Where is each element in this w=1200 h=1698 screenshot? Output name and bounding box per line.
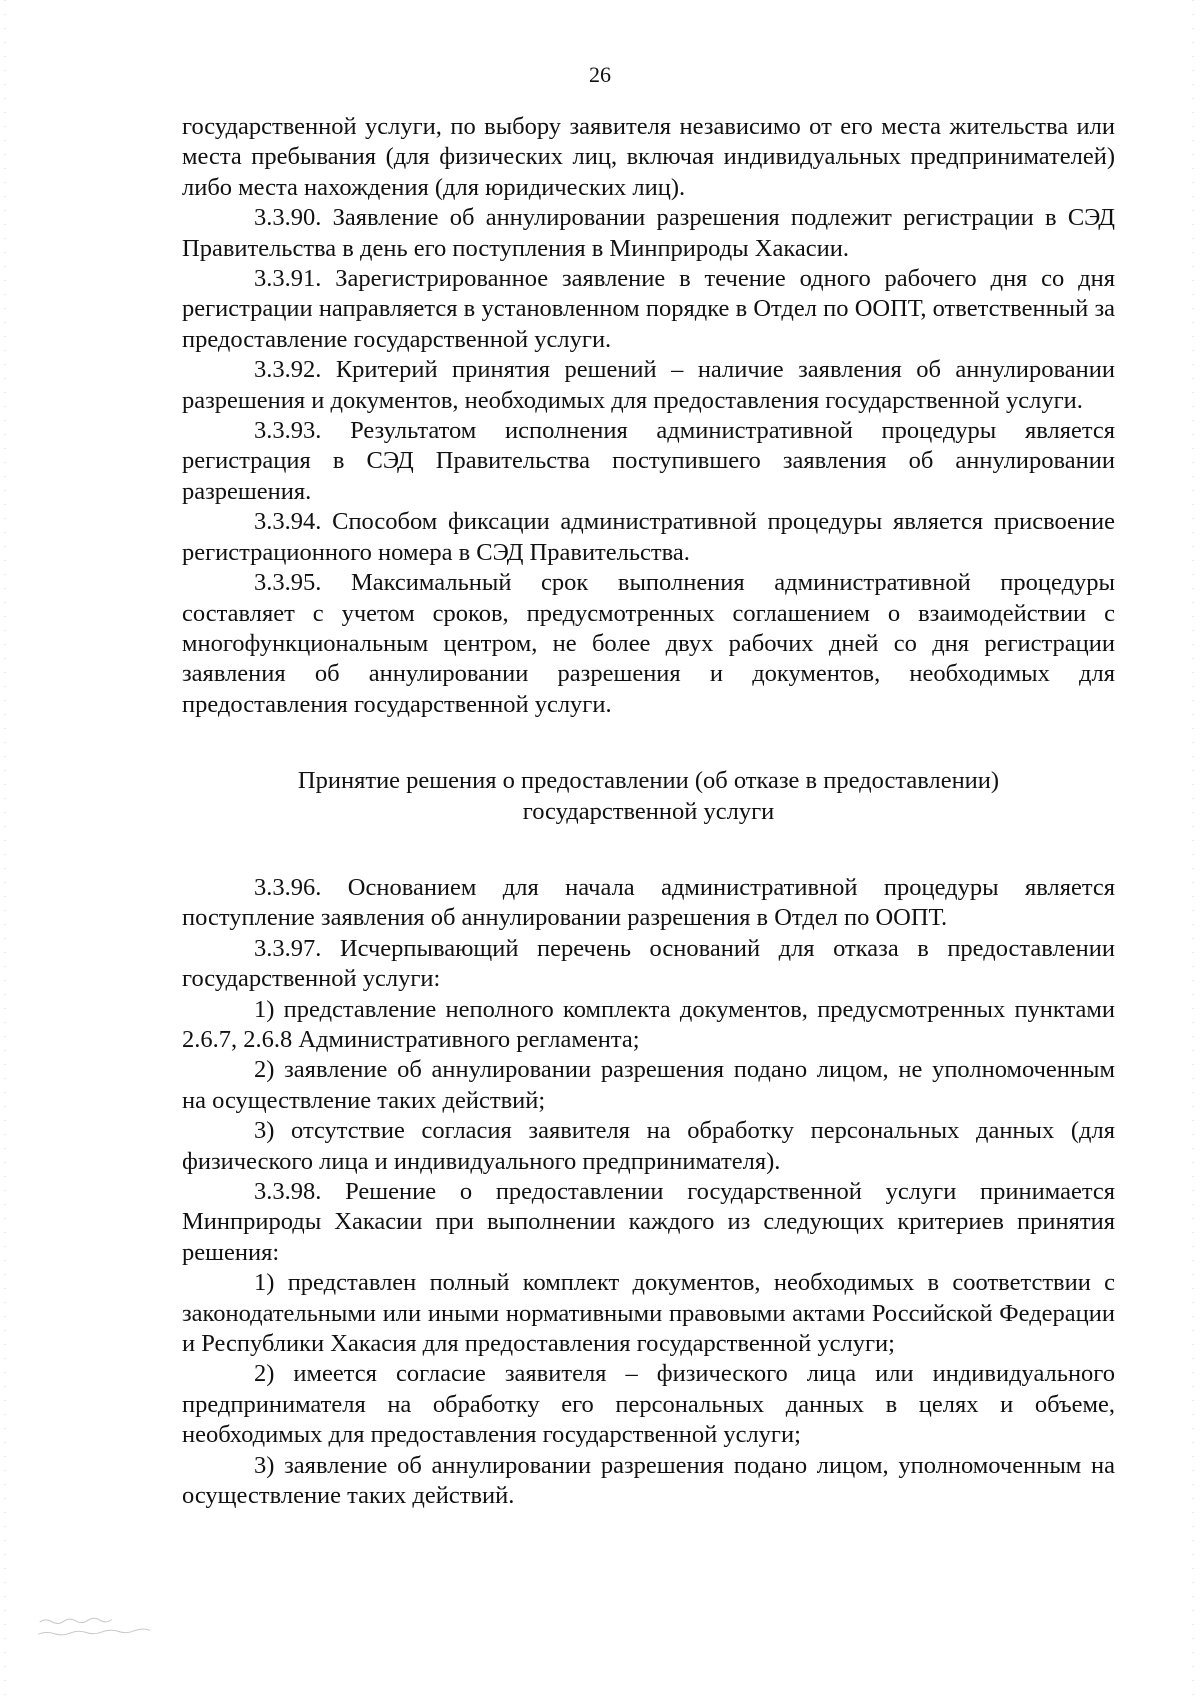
list-item-criterion-3: 3) заявление об аннулировании разрешения подано лицом, уполномоченным на осуществление таких действий.: [182, 1451, 1115, 1510]
document-body: [182, 112, 1115, 1511]
paragraph-3-3-96: 3.3.96. Основанием для начала административной процедуры является поступление заявления об аннулировании разрешения в Отдел по ООПТ.: [182, 873, 1115, 932]
list-item-refusal-2: 2) заявление об аннулировании разрешения подано лицом, не уполномоченным на осуществление таких действий;: [182, 1056, 1115, 1114]
paragraph-3-3-91: 3.3.91. Зарегистрированное заявление в течение одного рабочего дня со дня регистрации направляется в установленном порядке в Отдел по ООПТ, ответственный за предоставление государственной услуги.: [182, 265, 1115, 353]
list-item-criterion-2: 2) имеется согласие заявителя – физического лица или индивидуального предпринимателя на обработку его персональных данных в целях и объеме, необходимых для предоставления государственной услуги;: [182, 1360, 1115, 1449]
scan-artifact-stamp: [35, 1610, 166, 1648]
paragraph-3-3-90: 3.3.90. Заявление об аннулировании разрешения подлежит регистрации в СЭД Правительства в день его поступления в Минприроды Хакасии.: [182, 204, 1115, 262]
paragraph-3-3-95: 3.3.95. Максимальный срок выполнения административной процедуры составляет с учетом сроков, предусмотренных соглашением о взаимодействии с многофункциональным центром, не более двух рабочих дней со дня регистрации заявления об аннулировании разрешения и документов, необходимых для предоставления государственной услуги.: [182, 569, 1115, 718]
scan-edge-right: [1192, 0, 1194, 1698]
paragraph-3-3-94: 3.3.94. Способом фиксации административной процедуры является присвоение регистрационного номера в СЭД Правительства.: [182, 508, 1115, 566]
paragraph-3-3-97: 3.3.97. Исчерпывающий перечень оснований для отказа в предоставлении государственной услуги:: [182, 934, 1115, 993]
section-heading-line-2: государственной услуги: [522, 797, 775, 825]
list-item-refusal-3: 3) отсутствие согласия заявителя на обработку персональных данных (для физического лица и индивидуального предпринимателя).: [182, 1117, 1115, 1175]
paragraph-3-3-98: 3.3.98. Решение о предоставлении государственной услуги принимается Минприроды Хакасии при выполнении каждого из следующих критериев принятия решения:: [182, 1178, 1115, 1266]
paragraph-3-3-93: 3.3.93. Результатом исполнения административной процедуры является регистрация в СЭД Правительства поступившего заявления об аннулировании разрешения.: [182, 417, 1115, 505]
section-heading: [182, 766, 1115, 827]
list-item-criterion-1: 1) представлен полный комплект документов, необходимых в соответствии с законодательными или иными нормативными правовыми актами Российской Федерации и Республики Хакасия для предоставления государственной услуги;: [182, 1269, 1115, 1358]
page-number: 26: [589, 62, 611, 87]
faint-stamp-graphic: [35, 1610, 166, 1645]
scan-edge-left: [4, 0, 6, 1698]
paragraph-continuation: государственной услуги, по выбору заявителя независимо от его места жительства или места пребывания (для физических лиц, включая индивидуальных предпринимателей) либо места нахождения (для юридических лиц).: [182, 113, 1115, 201]
paragraph-3-3-92: 3.3.92. Критерий принятия решений – наличие заявления об аннулировании разрешения и документов, необходимых для предоставления государственной услуги.: [182, 356, 1115, 414]
list-item-refusal-1: 1) представление неполного комплекта документов, предусмотренных пунктами 2.6.7, 2.6.8 Административного регламента;: [182, 995, 1115, 1053]
section-heading-line-1: Принятие решения о предоставлении (об отказе в предоставлении): [297, 767, 1000, 795]
